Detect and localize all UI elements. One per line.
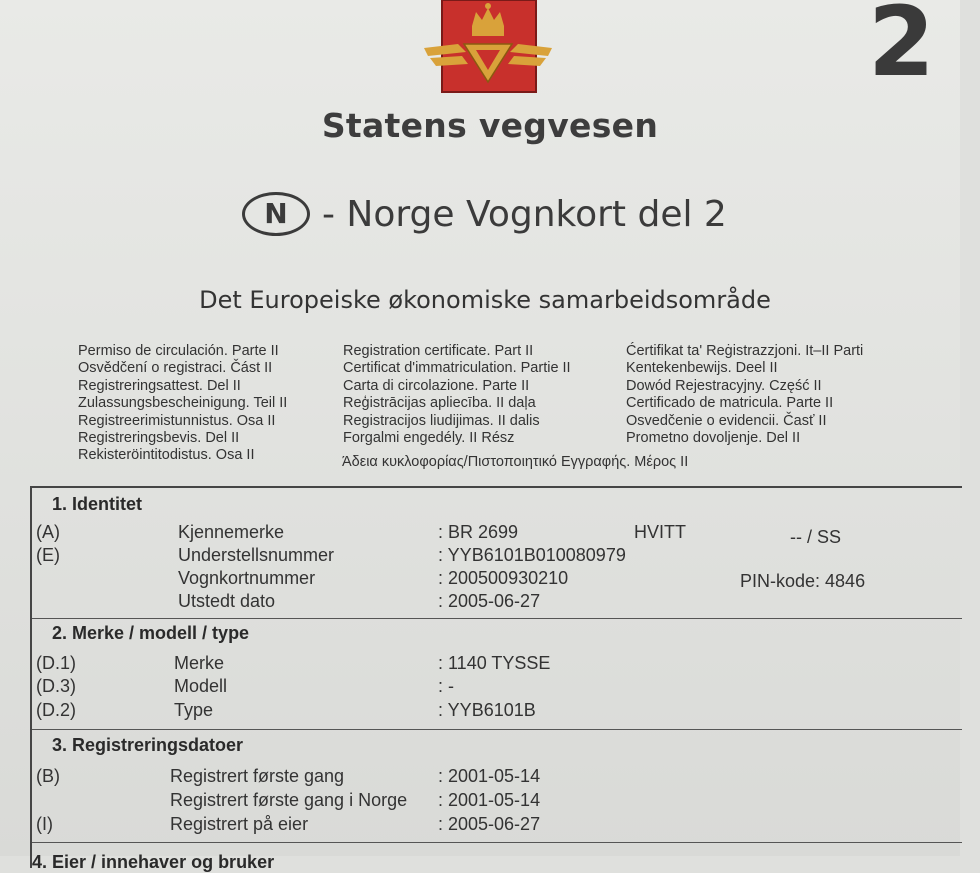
translation-line: Zulassungsbescheinigung. Teil II bbox=[78, 395, 288, 412]
field-value: : 200500930210 bbox=[438, 568, 569, 588]
registration-form bbox=[30, 486, 962, 872]
translations-col-2 bbox=[343, 343, 571, 447]
field-label: Utstedt dato bbox=[178, 591, 276, 611]
document-title bbox=[242, 192, 727, 236]
translation-line: Osvedčenie o evidencii. Časť II bbox=[626, 412, 827, 429]
field-value: : 2005-06-27 bbox=[438, 814, 541, 834]
field-row bbox=[32, 653, 962, 676]
translation-line: Carta di circolazione. Parte II bbox=[343, 377, 530, 394]
document-title-text: - Norge Vognkort del 2 bbox=[322, 193, 727, 235]
region-subtitle: Det Europeiske økonomiske samarbeidsområde bbox=[199, 286, 771, 314]
pin-code: PIN-kode: 4846 bbox=[740, 571, 866, 591]
field-value: : 2005-06-27 bbox=[438, 591, 541, 611]
field-value: : YYB6101B010080979 bbox=[438, 545, 626, 565]
field-value: : YYB6101B bbox=[438, 700, 536, 720]
field-label: Registrert første gang i Norge bbox=[170, 790, 408, 810]
section-make-model bbox=[32, 619, 962, 730]
section-title-cut: 4. Eier / innehaver og bruker bbox=[32, 852, 275, 872]
translation-line: Registracijos liudijimas. II dalis bbox=[343, 412, 540, 429]
field-row bbox=[32, 676, 962, 699]
translation-line: Ćertifikat ta' Reġistrazzjoni. It–II Parti bbox=[626, 343, 864, 359]
translation-line: Rekisteröintitodistus. Osa II bbox=[78, 447, 255, 464]
field-row bbox=[32, 522, 962, 545]
field-label: Type bbox=[174, 700, 214, 720]
field-label: Registrert på eier bbox=[170, 814, 309, 834]
field-code: (D.2) bbox=[36, 700, 76, 720]
field-label: Registrert første gang bbox=[170, 766, 345, 786]
translation-line: Prometno dovoljenje. Del II bbox=[626, 430, 801, 447]
field-label: Kjennemerke bbox=[178, 522, 285, 542]
section-registration-dates bbox=[32, 730, 962, 843]
field-code: (B) bbox=[36, 766, 60, 786]
translation-line: Registration certificate. Part II bbox=[343, 343, 534, 359]
section-title: 2. Merke / modell / type bbox=[52, 623, 250, 643]
field-label: Merke bbox=[174, 653, 225, 673]
field-row bbox=[32, 790, 962, 813]
page-number: 2 bbox=[868, 0, 935, 98]
field-value: : 2001-05-14 bbox=[438, 790, 541, 810]
section-identity bbox=[32, 488, 962, 619]
translation-line: Reģistrācijas apliecība. II daļa bbox=[343, 395, 536, 412]
field-label: Understellsnummer bbox=[178, 545, 335, 565]
field-code: (I) bbox=[36, 814, 53, 834]
field-code: (D.3) bbox=[36, 676, 76, 696]
translation-line: Kentekenbewijs. Deel II bbox=[626, 360, 778, 377]
statens-vegvesen-logo bbox=[418, 0, 558, 94]
field-row bbox=[32, 568, 962, 591]
country-code-oval: N bbox=[242, 192, 310, 236]
field-extra: -- / SS bbox=[790, 527, 842, 547]
translation-line: Registreringsattest. Del II bbox=[78, 377, 241, 394]
field-code: (D.1) bbox=[36, 653, 76, 673]
field-row bbox=[32, 545, 962, 568]
translation-line: Certificado de matricula. Parte II bbox=[626, 395, 834, 412]
field-value: : 2001-05-14 bbox=[438, 766, 541, 786]
field-row bbox=[32, 814, 962, 837]
field-color: HVITT bbox=[634, 522, 686, 542]
field-value: : 1140 TYSSE bbox=[438, 653, 551, 673]
field-code: (A) bbox=[36, 522, 60, 542]
field-row bbox=[32, 766, 962, 789]
translation-line: Dowód Rejestracyjny. Część II bbox=[626, 377, 822, 394]
translation-line: Registreerimistunnistus. Osa II bbox=[78, 412, 276, 429]
field-row bbox=[32, 591, 962, 614]
translation-line: Permiso de circulación. Parte II bbox=[78, 343, 279, 359]
translation-line: Registreringsbevis. Del II bbox=[78, 430, 240, 447]
field-label: Modell bbox=[174, 676, 228, 696]
translation-line: Forgalmi engedély. II Rész bbox=[343, 430, 515, 447]
translations-col-3 bbox=[626, 343, 863, 447]
field-value: : BR 2699 bbox=[438, 522, 519, 542]
section-title: 1. Identitet bbox=[52, 494, 143, 514]
field-row bbox=[32, 700, 962, 723]
field-value: : - bbox=[438, 676, 454, 696]
field-label: Vognkortnummer bbox=[178, 568, 316, 588]
translation-line: Certificat d'immatriculation. Partie II bbox=[343, 360, 571, 377]
translation-greek: Άδεια κυκλοφορίας/Πιστοποιητικό Εγγραφής. Μέρος II bbox=[342, 454, 689, 470]
translation-line: Osvědčení o registraci. Část II bbox=[78, 360, 273, 377]
section-title: 3. Registreringsdatoer bbox=[52, 735, 244, 755]
translations-col-1 bbox=[78, 343, 287, 465]
field-code: (E) bbox=[36, 545, 60, 565]
agency-name: Statens vegvesen bbox=[321, 106, 659, 145]
